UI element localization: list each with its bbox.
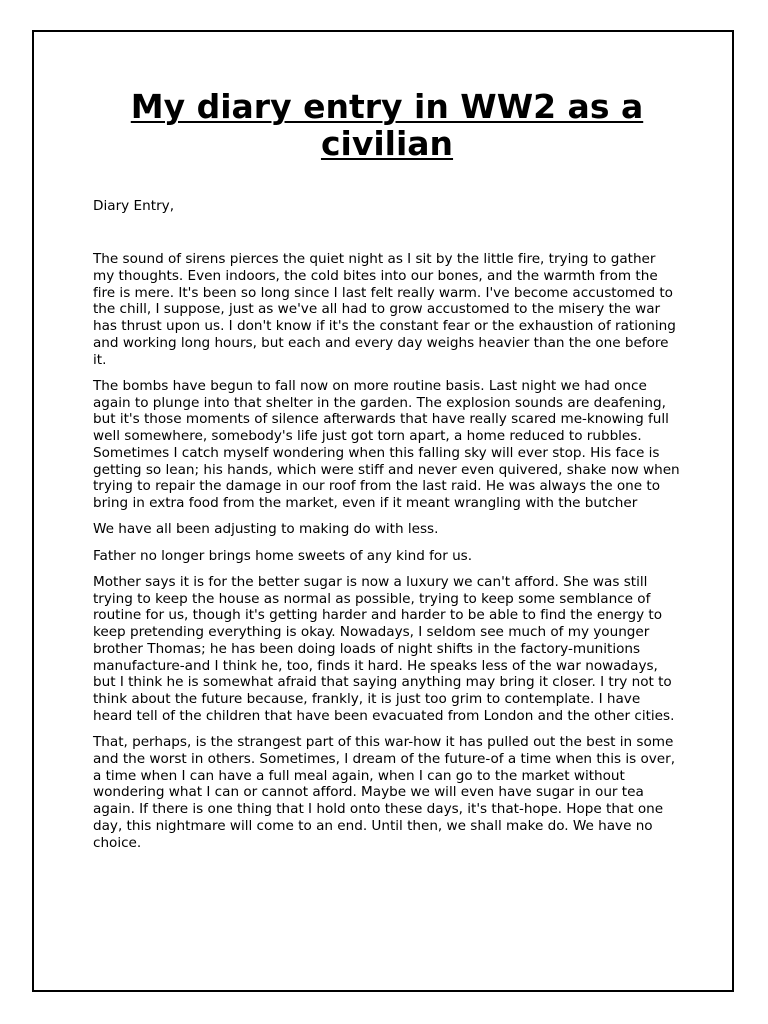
document-content (93, 88, 681, 861)
paragraph-2: The bombs have begun to fall now on more routine basis. Last night we had once again to plunge into that shelter in the garden. The explosion sounds are deafening, but it's those moments of silence afterwards that have really scared me-knowing full well somewhere, somebody's life just got torn apart, a home reduced to rubbles. Sometimes I catch myself wondering when this falling sky will ever stop. His face is getting so lean; his hands, which were stiff and never even quivered, shake now when trying to repair the damage in our roof from the last raid. He was always the one to bring in extra food from the market, even if it meant wrangling with the butcher (93, 377, 680, 511)
paragraph-1: The sound of sirens pierces the quiet night as I sit by the little fire, trying to gather my thoughts. Even indoors, the cold bites into our bones, and the warmth from the fire is mere. It's been so long since I last felt really warm. I've become accustomed to the chill, I suppose, just as we've all had to grow accustomed to the misery the war has thrust upon us. I don't know if it's the constant fear or the exhaustion of rationing and working long hours, but each and every day weighs heavier than the one before it. (93, 251, 676, 368)
diary-greeting: Diary Entry, (93, 198, 175, 214)
paragraph-3: We have all been adjusting to making do with less. (93, 521, 439, 538)
paragraph-6: That, perhaps, is the strangest part of this war-how it has pulled out the best in some and the worst in others. Sometimes, I dream of the future-of a time when this is over, a time when I can have a full meal again, when I can go to the market without wondering what I can or cannot afford. Maybe we will even have sugar in our tea again. If there is one thing that I hold onto these days, it's that-hope. Hope that one day, this nightmare will come to an end. Until then, we shall make do. We have no choice. (93, 734, 676, 851)
paragraph-4: Father no longer brings home sweets of any kind for us. (93, 547, 473, 564)
paragraph-5: Mother says it is for the better sugar is now a luxury we can't afford. She was still trying to keep the house as normal as possible, trying to keep some semblance of routine for us, though it's getting harder and harder to be able to find the energy to keep pretending everything is okay. Nowadays, I seldom see much of my younger brother Thomas; he has been doing loads of night shifts in the factory-munitions manufacture-and I think he, too, finds it hard. He speaks less of the war nowadays, but I think he is somewhat afraid that saying anything may bring it closer. I try not to think about the future because, frankly, it is just too grim to contemplate. I have heard tell of the children that have been evacuated from London and the other cities. (93, 573, 675, 724)
diary-body (93, 251, 681, 851)
document-title: My diary entry in WW2 as a civilian (130, 87, 644, 163)
